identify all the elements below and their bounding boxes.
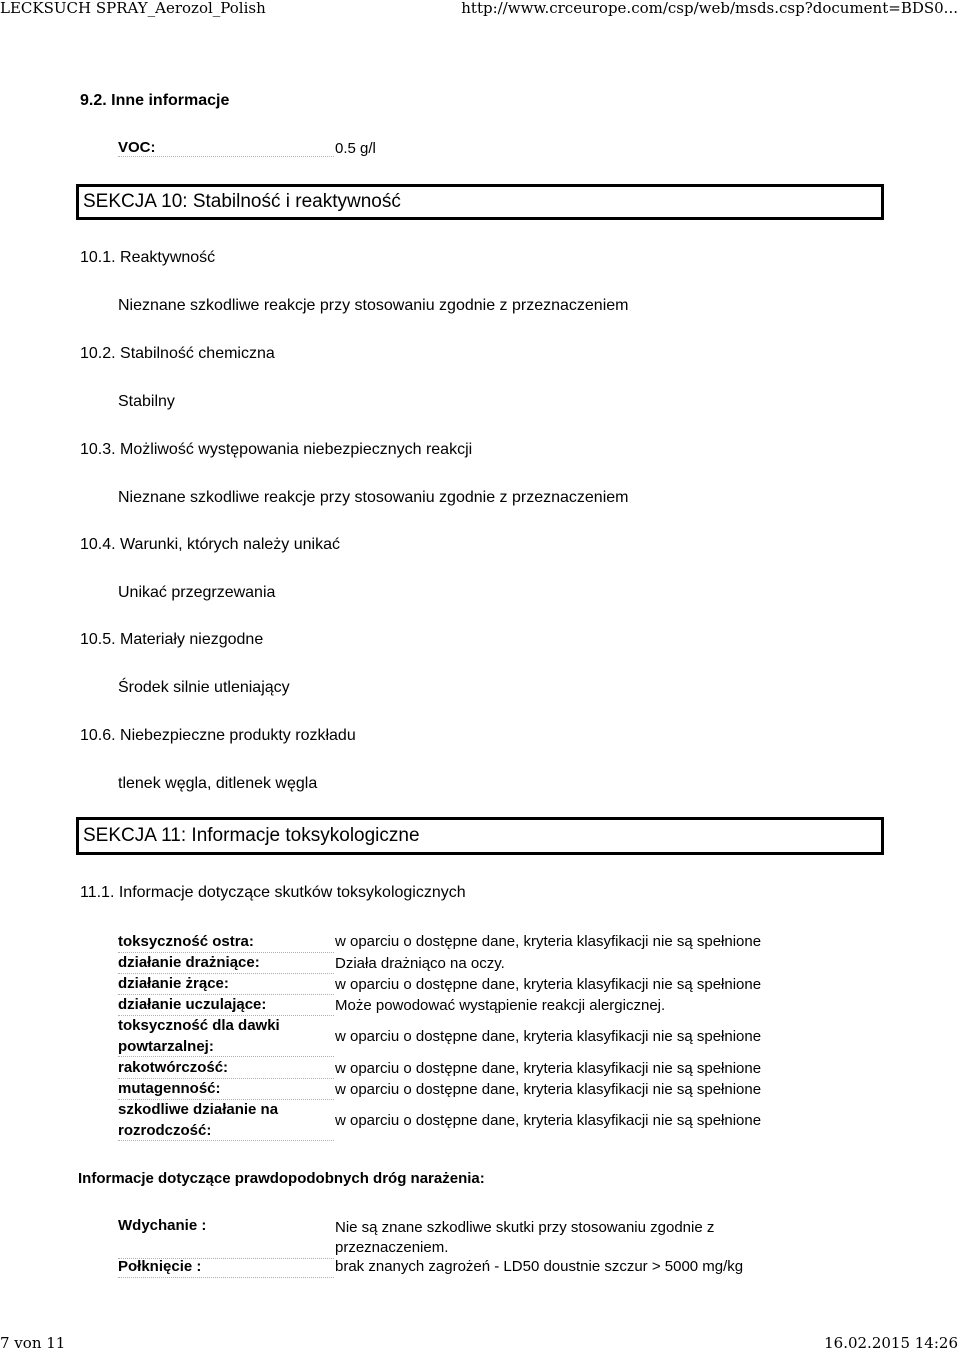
tox-value-acute: w oparciu o dostępne dane, kryteria klasyfikacji nie są spełnione xyxy=(335,933,762,950)
tox-value-corrosive: w oparciu o dostępne dane, kryteria klasyfikacji nie są spełnione xyxy=(335,976,762,993)
tox-label-irritant: działanie drażniące: xyxy=(118,952,334,974)
text-10-4: Unikać przegrzewania xyxy=(118,584,276,601)
tox-label-reproductive: szkodliwe działanie na rozrodczość: xyxy=(118,1099,334,1141)
text-10-1: Nieznane szkodliwe reakcje przy stosowaniu zgodnie z przeznaczeniem xyxy=(118,297,629,314)
tox-value-reproductive: w oparciu o dostępne dane, kryteria klasyfikacji nie są spełnione xyxy=(335,1112,762,1129)
heading-10-5: 10.5. Materiały niezgodne xyxy=(80,631,264,648)
voc-label: VOC: xyxy=(118,139,334,157)
text-10-6: tlenek węgla, ditlenek węgla xyxy=(118,775,318,792)
section-11-title-box xyxy=(76,817,884,855)
page-number: 7 von 11 xyxy=(0,1334,66,1352)
tox-label-mutagenic: mutagenność: xyxy=(118,1078,334,1100)
tox-value-repeated-dose: w oparciu o dostępne dane, kryteria klasyfikacji nie są spełnione xyxy=(335,1028,762,1045)
section-11-title: SEKCJA 11: Informacje toksykologiczne xyxy=(83,825,420,846)
tox-label-carcinogenic: rakotwórczość: xyxy=(118,1057,334,1079)
page-header-title: LECKSUCH SPRAY_Aerozol_Polish xyxy=(0,0,266,17)
heading-9-2: 9.2. Inne informacje xyxy=(80,92,230,109)
exposure-heading: Informacje dotyczące prawdopodobnych dróg narażenia: xyxy=(78,1170,485,1187)
heading-10-2: 10.2. Stabilność chemiczna xyxy=(80,345,275,362)
exposure-value-inhalation: Nie są znane szkodliwe skutki przy stosowaniu zgodnie z przeznaczeniem. xyxy=(335,1219,715,1256)
tox-value-carcinogenic: w oparciu o dostępne dane, kryteria klasyfikacji nie są spełnione xyxy=(335,1060,762,1077)
heading-10-4: 10.4. Warunki, których należy unikać xyxy=(80,536,340,553)
exposure-value-ingestion: brak znanych zagrożeń - LD50 doustnie szczur > 5000 mg/kg xyxy=(335,1258,744,1275)
voc-value: 0.5 g/l xyxy=(335,140,376,157)
tox-label-corrosive: działanie żrące: xyxy=(118,973,334,995)
text-10-3: Nieznane szkodliwe reakcje przy stosowaniu zgodnie z przeznaczeniem xyxy=(118,489,629,506)
exposure-label-inhalation: Wdychanie : xyxy=(118,1217,334,1259)
heading-10-3: 10.3. Możliwość występowania niebezpiecznych reakcji xyxy=(80,441,473,458)
heading-11-1: 11.1. Informacje dotyczące skutków toksykologicznych xyxy=(80,884,466,901)
tox-label-repeated-dose: toksyczność dla dawki powtarzalnej: xyxy=(118,1015,334,1057)
heading-10-1: 10.1. Reaktywność xyxy=(80,249,216,266)
text-10-2: Stabilny xyxy=(118,393,175,410)
exposure-label-ingestion: Połknięcie : xyxy=(118,1258,334,1278)
text-10-5: Środek silnie utleniający xyxy=(118,679,290,696)
tox-value-sensitizing: Może powodować wystąpienie reakcji alergicznej. xyxy=(335,997,666,1014)
tox-value-mutagenic: w oparciu o dostępne dane, kryteria klasyfikacji nie są spełnione xyxy=(335,1081,762,1098)
section-10-title-box xyxy=(76,184,884,220)
heading-10-6: 10.6. Niebezpieczne produkty rozkładu xyxy=(80,727,356,744)
page-header-url: http://www.crceurope.com/csp/web/msds.csp?document=BDS0... xyxy=(461,0,958,17)
print-timestamp: 16.02.2015 14:26 xyxy=(824,1334,958,1352)
tox-value-irritant: Działa drażniąco na oczy. xyxy=(335,955,505,972)
section-10-title: SEKCJA 10: Stabilność i reaktywność xyxy=(83,191,401,212)
tox-label-sensitizing: działanie uczulające: xyxy=(118,994,334,1016)
tox-label-acute: toksyczność ostra: xyxy=(118,931,334,953)
